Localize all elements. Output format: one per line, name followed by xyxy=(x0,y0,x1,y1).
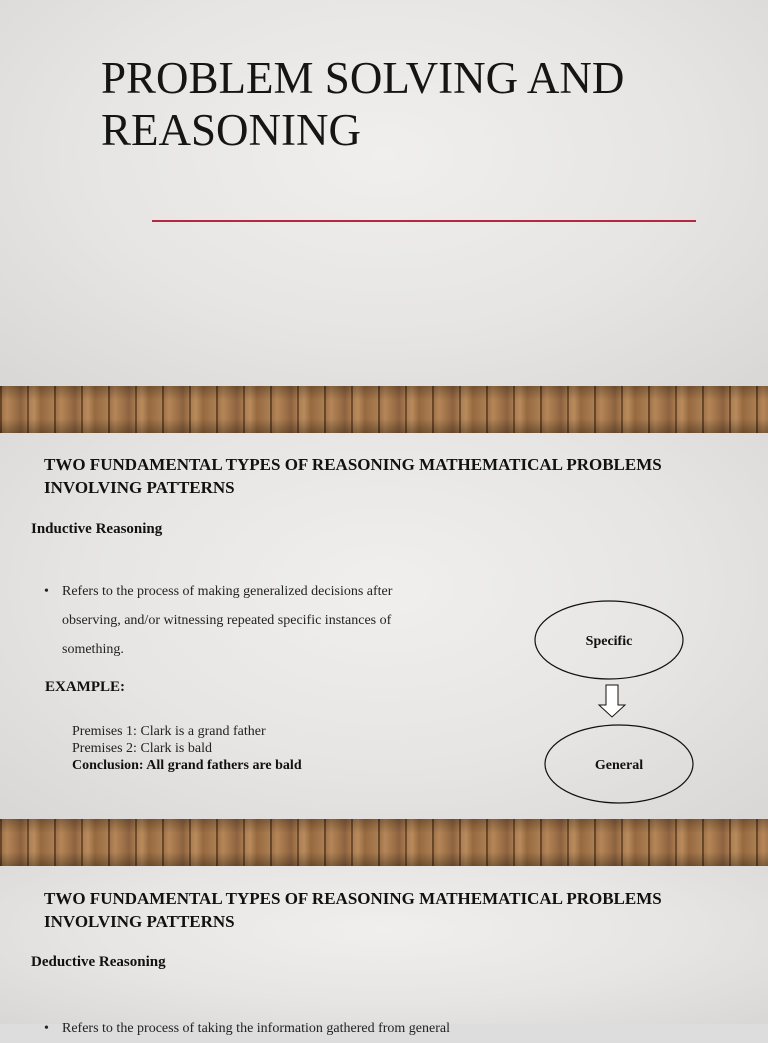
slide-title xyxy=(0,0,768,386)
title-accent-rule xyxy=(152,220,696,222)
wood-floor-divider xyxy=(0,819,768,866)
bullet-icon: • xyxy=(44,1021,49,1036)
conclusion: Conclusion: All grand fathers are bald xyxy=(72,758,302,773)
slide-heading: TWO FUNDAMENTAL TYPES OF REASONING MATHEMATICAL PROBLEMS INVOLVING PATTERNS xyxy=(44,455,662,497)
slide-deductive xyxy=(0,866,768,1036)
example-label: EXAMPLE: xyxy=(45,679,125,695)
premise-1: Premises 1: Clark is a grand father xyxy=(72,724,266,739)
title-line-1: PROBLEM SOLVING AND xyxy=(101,53,625,103)
page-title xyxy=(101,52,721,156)
down-arrow-icon xyxy=(599,685,625,717)
specific-label: Specific xyxy=(585,634,633,649)
sub-heading: Inductive Reasoning xyxy=(31,521,163,537)
bullet-icon: • xyxy=(44,584,49,599)
slide-inductive xyxy=(0,433,768,819)
sub-heading: Deductive Reasoning xyxy=(31,954,166,970)
general-label: General xyxy=(594,758,644,773)
title-line-2: REASONING xyxy=(101,105,362,155)
bullet-item xyxy=(44,1014,454,1043)
specific-to-general-diagram xyxy=(530,595,700,805)
wood-floor-divider xyxy=(0,386,768,433)
slide-heading: TWO FUNDAMENTAL TYPES OF REASONING MATHEMATICAL PROBLEMS INVOLVING PATTERNS xyxy=(44,889,662,931)
bullet-text: Refers to the process of taking the information gathered from general xyxy=(62,1021,450,1036)
bullet-item xyxy=(44,577,454,664)
bullet-text: Refers to the process of making generalized decisions after observing, and/or witnessing repeated specific instances of something. xyxy=(62,584,393,657)
premise-2: Premises 2: Clark is bald xyxy=(72,741,212,756)
